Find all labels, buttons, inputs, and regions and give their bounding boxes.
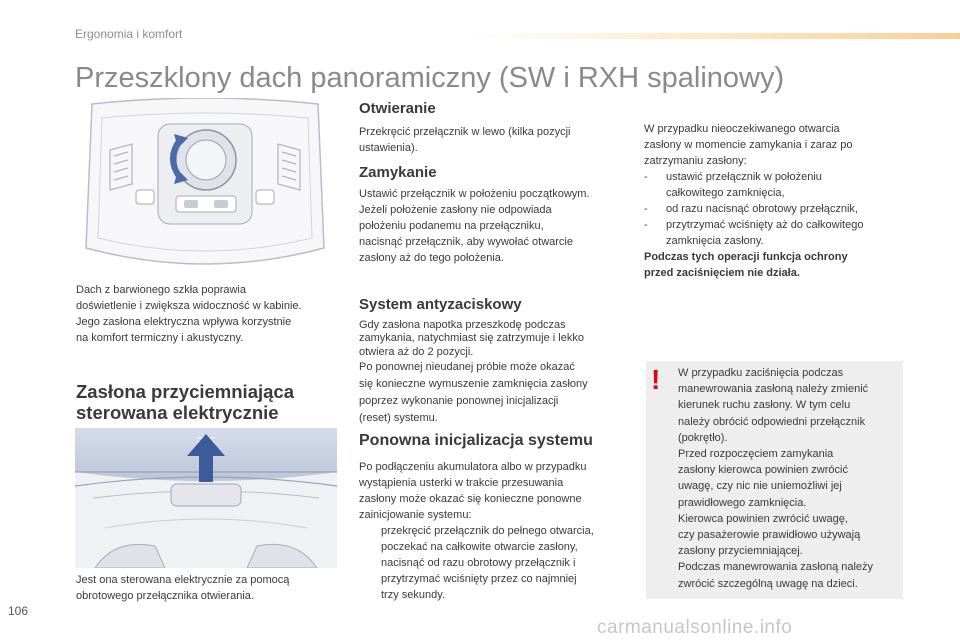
closing-text xyxy=(359,186,634,266)
warning-line: (pokrętło). xyxy=(678,431,728,444)
roof-switch-illustration xyxy=(80,98,330,276)
reinit-heading: Ponowna inicjalizacja systemu xyxy=(359,432,593,449)
closing-line: zasłony aż do tego położenia. xyxy=(359,252,504,264)
opening-heading: Otwieranie xyxy=(359,100,436,117)
intro-line: Jego zasłona elektryczna wpływa korzystnie xyxy=(76,316,292,328)
blind-heading xyxy=(76,381,294,423)
reinit-step-text: poczekać na całkowite otwarcie zasłony, xyxy=(381,541,578,553)
warning-line: kierunek ruchu zasłony. W tym celu xyxy=(678,399,851,412)
antipinch-heading: System antyzaciskowy xyxy=(359,296,522,313)
closing-line: położeniu podanemu na przełączniku, xyxy=(359,220,544,232)
unexpected-note: przed zaciśnięciem nie działa. xyxy=(644,267,800,279)
header-accent-bar xyxy=(470,33,960,39)
closing-line: Ustawić przełącznik w położeniu początkowym. xyxy=(359,188,590,200)
antipinch-line: (reset) systemu. xyxy=(359,412,438,424)
antipinch-line: Po ponownej nieudanej próbie może okazać xyxy=(359,361,575,373)
intro-line: Dach z barwionego szkła poprawia xyxy=(76,284,246,296)
bullet-marker xyxy=(359,523,381,539)
unexpected-step-text: ustawić przełącznik w położeniu całkowitego zamknięcia, xyxy=(666,171,822,199)
reinit-step xyxy=(359,539,639,555)
unexpected-line: zasłony w momencie zamykania i zaraz po xyxy=(644,139,853,151)
dash-marker: - xyxy=(644,171,648,183)
blind-heading-line: sterowana elektrycznie xyxy=(76,402,279,423)
antipinch-line: Gdy zasłona napotka przeszkodę podczas xyxy=(359,319,566,331)
warning-line: czy pasażerowie prawidłowo używają xyxy=(678,529,861,542)
page-number: 106 xyxy=(8,604,29,618)
panoramic-roof-illustration xyxy=(75,428,337,568)
closing-line: nacisnąć przełącznik, aby wywołać otwarcie xyxy=(359,236,573,248)
reinit-text xyxy=(359,459,639,603)
unexpected-note: Podczas tych operacji funkcja ochrony xyxy=(644,251,848,263)
unexpected-step-text: od razu nacisnąć obrotowy przełącznik, xyxy=(666,203,858,215)
unexpected-step xyxy=(644,201,904,217)
unexpected-step xyxy=(644,217,904,249)
closing-line: Jeżeli położenie zasłony nie odpowiada xyxy=(359,204,552,216)
warning-line: zwrócić szczególną uwagę na dzieci. xyxy=(678,577,858,590)
intro-line: na komfort termiczny i akustyczny. xyxy=(76,332,244,344)
warning-line: należy obrócić odpowiedni przełącznik xyxy=(678,415,866,428)
intro-text xyxy=(76,282,346,346)
warning-line: uwagę, czy nic nie uniemożliwi jej xyxy=(678,480,842,493)
reinit-line: Po podłączeniu akumulatora albo w przypadku xyxy=(359,461,587,473)
warning-line: manewrowania zasłoną należy zmienić xyxy=(678,383,869,396)
warning-line: Przed rozpoczęciem zamykania xyxy=(678,448,834,461)
section-header: Ergonomia i komfort xyxy=(75,27,183,41)
intro-line: doświetlenie i zwiększa widoczność w kabinie. xyxy=(76,300,302,312)
unexpected-line: W przypadku nieoczekiwanego otwarcia xyxy=(644,123,840,135)
bullet-marker xyxy=(359,555,381,603)
reinit-step-text: nacisnąć od razu obrotowy przełącznik i przytrzymać wciśnięty przez co najmniej trzy sekundy. xyxy=(381,557,577,601)
watermark: carmanualsonline.info xyxy=(597,617,793,638)
antipinch-text xyxy=(359,319,634,427)
antipinch-line: poprzez wykonanie ponownej inicjalizacji xyxy=(359,395,559,407)
antipinch-line: się konieczne wymuszenie zamknięcia zasłony xyxy=(359,378,588,390)
warning-icon: ! xyxy=(651,364,661,395)
warning-line: Podczas manewrowania zasłoną należy xyxy=(678,561,874,574)
reinit-step xyxy=(359,523,639,539)
blind-heading-line: Zasłona przyciemniająca xyxy=(76,381,294,402)
antipinch-line: otwiera aż do 2 pozycji. xyxy=(359,346,474,358)
dash-marker: - xyxy=(644,219,648,231)
closing-heading: Zamykanie xyxy=(359,164,437,181)
caption-line: obrotowego przełącznika otwierania. xyxy=(76,590,254,602)
caption-line: Jest ona sterowana elektrycznie za pomocą xyxy=(76,574,290,586)
reinit-line: wystąpienia usterki w trakcie przesuwania xyxy=(359,477,564,489)
dash-marker: - xyxy=(644,203,648,215)
antipinch-line: zamykania, natychmiast się zatrzymuje i lekko xyxy=(359,332,584,344)
reinit-step xyxy=(359,555,639,603)
reinit-step-text: przekręcić przełącznik do pełnego otwarcia, xyxy=(381,525,594,537)
opening-text xyxy=(359,124,634,156)
page-title: Przeszklony dach panoramiczny (SW i RXH spalinowy) xyxy=(75,62,785,94)
unexpected-step-text: przytrzymać wciśnięty aż do całkowitego zamknięcia zasłony. xyxy=(666,219,864,247)
opening-line: Przekręcić przełącznik w lewo (kilka pozycji xyxy=(359,126,571,138)
blind-caption xyxy=(76,572,346,604)
unexpected-line: zatrzymaniu zasłony: xyxy=(644,155,747,167)
warning-line: Kierowca powinien zwrócić uwagę, xyxy=(678,512,848,525)
bullet-marker xyxy=(359,539,381,555)
warning-line: zasłony przyciemniającej. xyxy=(678,545,803,558)
warning-text xyxy=(678,365,900,592)
unexpected-step xyxy=(644,169,904,201)
warning-line: zasłony kierowca powinien zwrócić xyxy=(678,464,848,477)
reinit-line: zainicjowanie systemu: xyxy=(359,509,472,521)
reinit-line: zasłony może okazać się konieczne ponowne xyxy=(359,493,582,505)
warning-line: prawidłowego zamknięcia. xyxy=(678,496,807,509)
unexpected-opening-text xyxy=(644,121,904,281)
opening-line: ustawienia). xyxy=(359,142,418,154)
warning-line: W przypadku zaciśnięcia podczas xyxy=(678,367,844,379)
